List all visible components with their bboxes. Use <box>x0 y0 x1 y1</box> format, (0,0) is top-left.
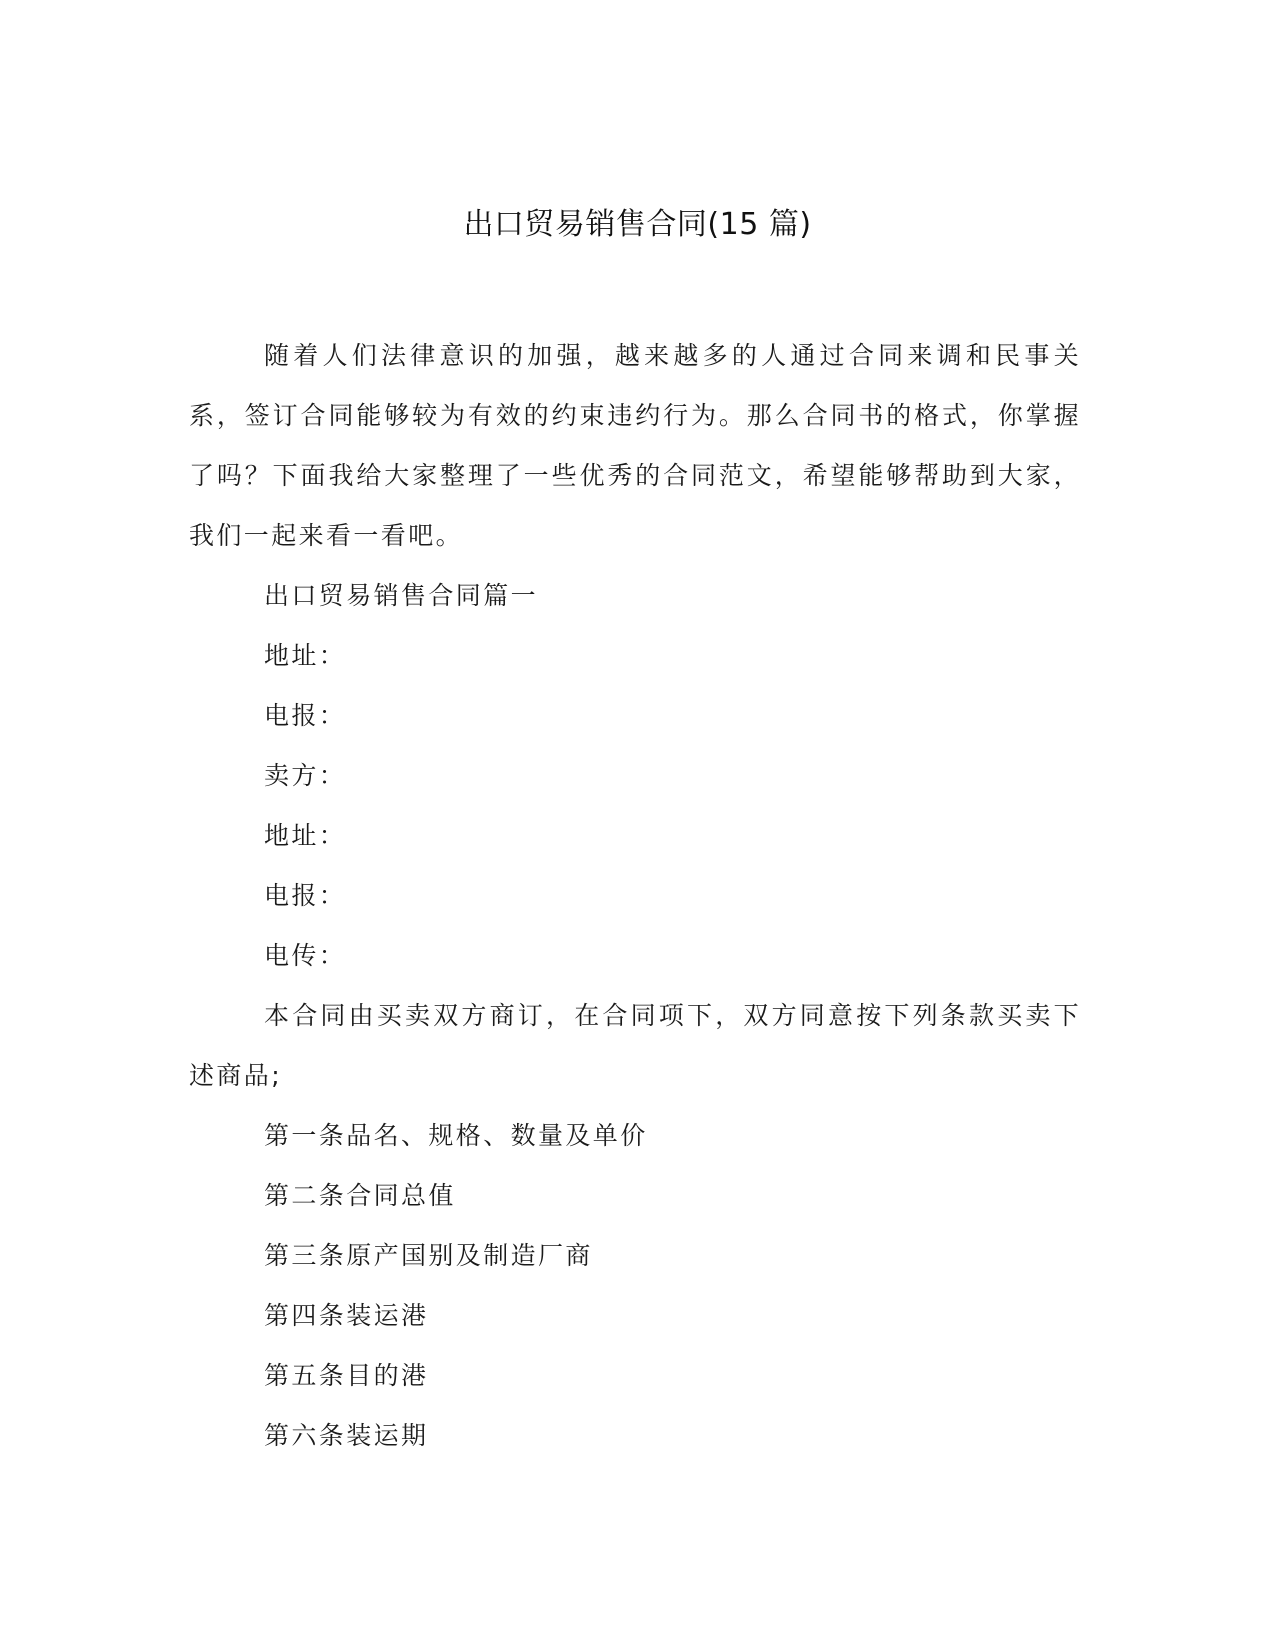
agreement-paragraph: 本合同由买卖双方商订，在合同项下，双方同意按下列条款买卖下述商品; <box>189 1001 1081 1090</box>
field-seller-telegram: 电报： <box>264 881 347 910</box>
document-title: 出口贸易销售合同(15 篇) <box>463 207 812 242</box>
article-item: 第三条原产国别及制造厂商 <box>264 1241 593 1270</box>
field-telex: 电传： <box>264 941 347 970</box>
article-item: 第六条装运期 <box>264 1421 429 1450</box>
field-seller-address: 地址： <box>264 821 347 850</box>
article-item: 第五条目的港 <box>264 1361 429 1390</box>
field-telegram: 电报： <box>264 701 347 730</box>
field-seller: 卖方： <box>264 761 347 790</box>
document-body <box>189 326 1081 1466</box>
article-item: 第二条合同总值 <box>264 1181 456 1210</box>
article-item: 第一条品名、规格、数量及单价 <box>264 1121 648 1150</box>
section-heading: 出口贸易销售合同篇一 <box>264 581 539 610</box>
intro-paragraph: 随着人们法律意识的加强，越来越多的人通过合同来调和民事关系，签订合同能够较为有效的约束违约行为。那么合同书的格式，你掌握了吗？下面我给大家整理了一些优秀的合同范文，希望能够帮助到大家，我们一起来看一看吧。 <box>189 341 1081 550</box>
article-item: 第四条装运港 <box>264 1301 429 1330</box>
field-address: 地址： <box>264 641 347 670</box>
